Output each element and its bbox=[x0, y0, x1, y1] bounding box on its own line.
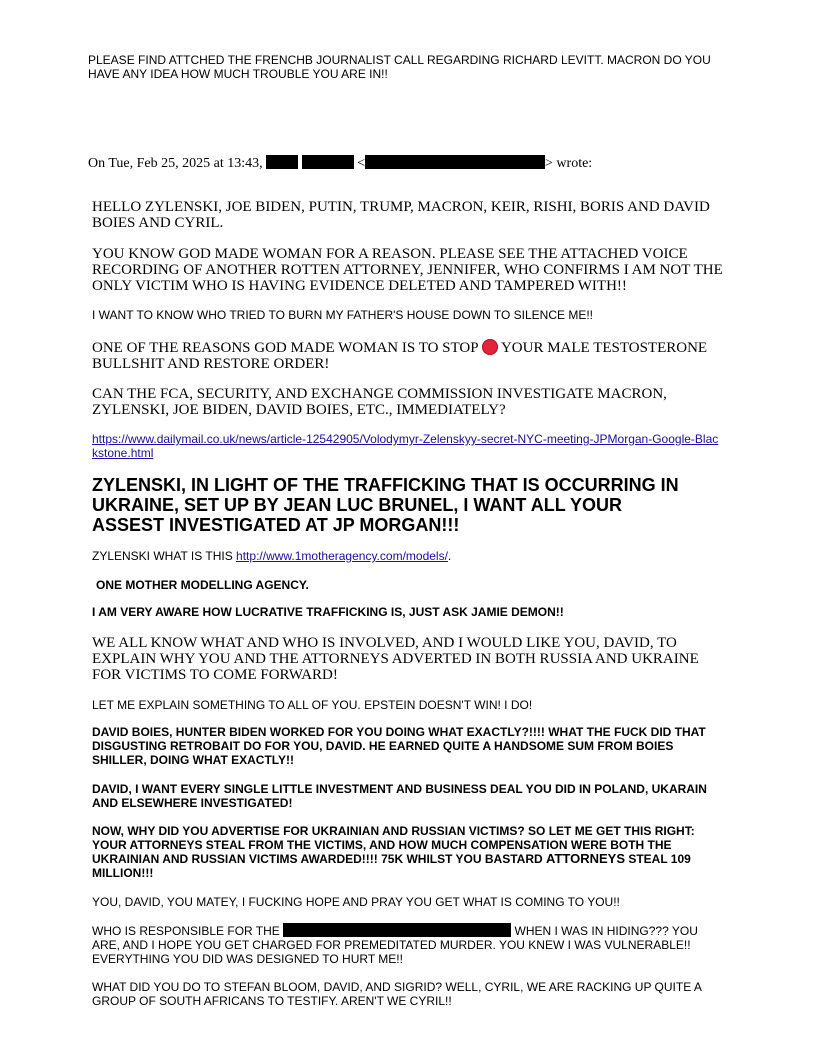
paragraph-agency bbox=[92, 549, 724, 563]
quote-header-date: On Tue, Feb 25, 2025 at 13:43, bbox=[88, 156, 263, 171]
paragraph-agency-suffix: . bbox=[447, 549, 452, 563]
paragraph-fathers-house: I WANT TO KNOW WHO TRIED TO BURN MY FATHER'S HOUSE DOWN TO SILENCE ME!! bbox=[92, 308, 594, 322]
paragraph-greeting: HELLO ZYLENSKI, JOE BIDEN, PUTIN, TRUMP, MACRON, KEIR, RISHI, BORIS AND DAVID BOIES AND CYRIL. bbox=[92, 199, 710, 231]
dailymail-link[interactable]: https://www.dailymail.co.uk/news/article-12542905/Volodymyr-Zelenskyy-secret-NYC-meeting-JPMorgan-Google-Blackstone.html bbox=[92, 432, 719, 460]
paragraph-matey: YOU, DAVID, YOU MATEY, I FUCKING HOPE AND PRAY YOU GET WHAT IS COMING TO YOU!! bbox=[92, 895, 620, 909]
paragraph-agency-prefix: ZYLENSKI WHAT IS THIS bbox=[92, 549, 233, 563]
stop-sign-icon bbox=[482, 339, 498, 355]
paragraph-responsible-part1: WHO IS RESPONSIBLE FOR THE bbox=[92, 924, 280, 938]
paragraph-stefan-bloom: WHAT DID YOU DO TO STEFAN BLOOM, DAVID, AND SIGRID? WELL, CYRIL, WE ARE RACKING UP QUITE A GROUP OF SOUTH AFRICANS TO TESTIFY. AREN'T WE CYRIL!! bbox=[92, 980, 702, 1008]
paragraph-responsible-part2: WHEN I WAS IN HIDING??? YOU ARE, AND I HOPE YOU GET CHARGED FOR PREMEDITATED MURDER. YOU KNEW I WAS VULNERABLE!! EVERYTHING YOU DID WAS DESIGNED TO HURT ME!! bbox=[92, 924, 698, 966]
redacted-email bbox=[365, 155, 545, 169]
paragraph-stop-part2: YOUR MALE TESTOSTERONE BULLSHIT AND RESTORE ORDER! bbox=[92, 340, 708, 372]
paragraph-lucrative: I AM VERY AWARE HOW LUCRATIVE TRAFFICKING IS, JUST ASK JAMIE DEMON!! bbox=[92, 605, 564, 619]
paragraph-hunter-biden: DAVID BOIES, HUNTER BIDEN WORKED FOR YOU DOING WHAT EXACTLY?!!!! WHAT THE FUCK DID THAT DISGUSTING RETROBAIT DO FOR YOU, DAVID. HE EARNED QUITE A HANDSOME SUM FROM BOIES SHILLER, DOING WHAT EXACTLY!! bbox=[92, 725, 706, 767]
forward-note: PLEASE FIND ATTCHED THE FRENCHB JOURNALIST CALL REGARDING RICHARD LEVITT. MACRON DO YOU HAVE ANY IDEA HOW MUCH TROUBLE YOU ARE IN!! bbox=[88, 53, 711, 81]
headline: ZYLENSKI, IN LIGHT OF THE TRAFFICKING THAT IS OCCURRING IN UKRAINE, SET UP BY JEAN LUC BRUNEL, I WANT ALL YOUR ASSEST INVESTIGATED AT JP MORGAN!!! bbox=[92, 475, 679, 535]
paragraph-victims-part3: STEAL 109 MILLION!!! bbox=[92, 852, 691, 880]
quote-header-suffix: > wrote: bbox=[545, 156, 593, 171]
paragraph-investigate: CAN THE FCA, SECURITY, AND EXCHANGE COMMISSION INVESTIGATE MACRON, ZYLENSKI, JOE BIDEN, DAVID BOIES, ETC., IMMEDIATELY? bbox=[92, 386, 667, 418]
paragraph-stop bbox=[92, 339, 724, 372]
paragraph-investments: DAVID, I WANT EVERY SINGLE LITTLE INVESTMENT AND BUSINESS DEAL YOU DID IN POLAND, UKARAIN AND ELSEWHERE INVESTIGATED! bbox=[92, 782, 707, 810]
paragraph-modelling-agency: ONE MOTHER MODELLING AGENCY. bbox=[96, 578, 309, 592]
agency-link[interactable]: http://www.1motheragency.com/models/ bbox=[236, 549, 448, 563]
paragraph-victims-part1: NOW, WHY DID YOU ADVERTISE FOR UKRAINIAN AND RUSSIAN VICTIMS? SO LET ME GET THIS RIGHT: YOUR ATTORNEYS STEAL FROM THE VICTIMS, AND HOW MUCH COMPENSATION WERE BOTH THE UKRAINIAN AND RUSSIAN VICTIMS AWARDED!!!! 75K WHILST YOU BASTARD bbox=[92, 824, 695, 866]
paragraph-epstein: LET ME EXPLAIN SOMETHING TO ALL OF YOU. EPSTEIN DOESN'T WIN! I DO! bbox=[92, 698, 533, 712]
paragraph-responsible bbox=[92, 923, 724, 966]
redacted-last-name bbox=[302, 155, 354, 169]
paragraph-we-all-know: WE ALL KNOW WHAT AND WHO IS INVOLVED, AND I WOULD LIKE YOU, DAVID, TO EXPLAIN WHY YOU AND THE ATTORNEYS ADVERTED IN BOTH RUSSIA AND UKRAINE FOR VICTIMS TO COME FORWARD! bbox=[92, 635, 699, 683]
paragraph-voice-recording: YOU KNOW GOD MADE WOMAN FOR A REASON. PLEASE SEE THE ATTACHED VOICE RECORDING OF ANOTHER ROTTEN ATTORNEY, JENNIFER, WHO CONFIRMS I AM NOT THE ONLY VICTIM WHO IS HAVING EVIDENCE DELETED AND TAMPERED WITH!! bbox=[92, 246, 723, 294]
paragraph-victims-part2: ATTORNEYS bbox=[546, 851, 625, 866]
quote-header bbox=[88, 155, 592, 172]
redacted-first-name bbox=[266, 155, 298, 169]
paragraph-victims bbox=[92, 824, 724, 880]
open-bracket: < bbox=[357, 156, 366, 171]
paragraph-stop-part1: ONE OF THE REASONS GOD MADE WOMAN IS TO STOP bbox=[92, 340, 479, 356]
redacted-text bbox=[283, 923, 511, 937]
